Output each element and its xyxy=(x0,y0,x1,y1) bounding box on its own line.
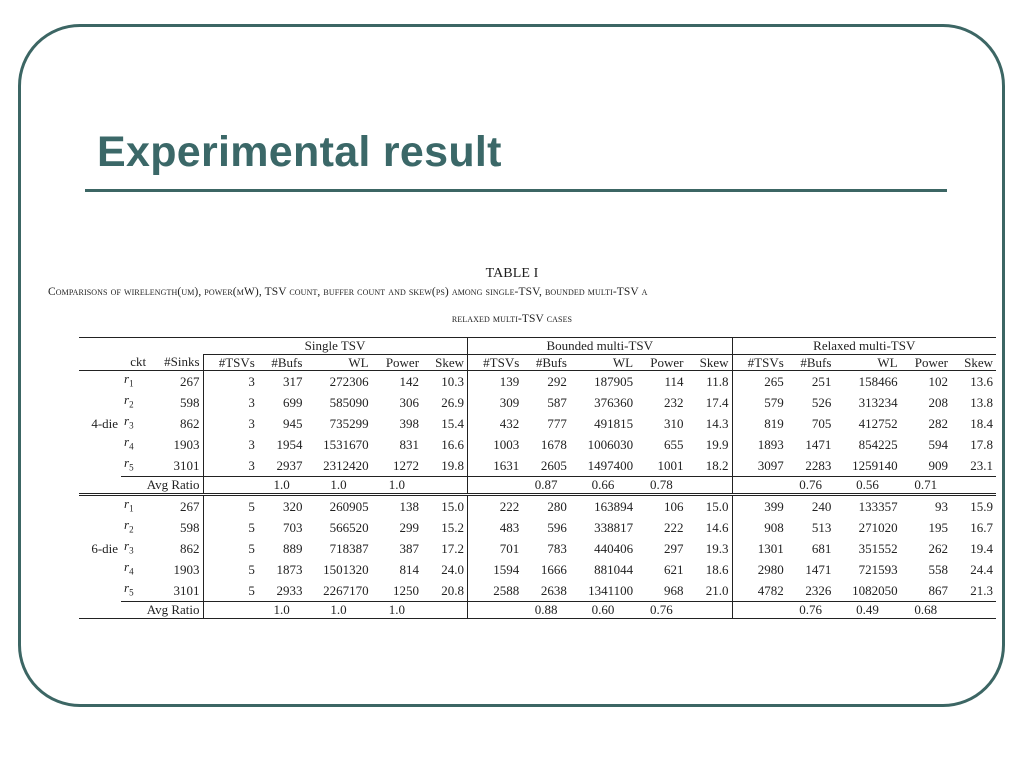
table-cell: 18.6 xyxy=(705,562,729,578)
table-cell: 282 xyxy=(928,415,948,431)
avg-ratio-cell: 1.0 xyxy=(305,602,371,619)
title-underline xyxy=(85,189,947,192)
table-cell: 814 xyxy=(399,562,420,578)
die-cell xyxy=(79,517,121,538)
table-cell: 15.2 xyxy=(441,519,465,535)
die-label: 4-die xyxy=(91,415,119,431)
table-cell: 262 xyxy=(928,540,948,556)
avg-ratio-cell xyxy=(951,602,996,619)
table-cell: 272306 xyxy=(329,373,369,389)
table-cell: 13.6 xyxy=(970,373,993,389)
table-row xyxy=(79,413,996,434)
column-header: WL xyxy=(305,354,371,371)
table-row xyxy=(79,517,996,538)
table-cell: 313234 xyxy=(858,394,898,410)
table-cell: 265 xyxy=(732,371,787,393)
table-cell: 1678 xyxy=(540,437,567,453)
avg-ratio-cell: 1.0 xyxy=(258,602,306,619)
table-cell: 306 xyxy=(399,394,420,410)
table-row xyxy=(79,538,996,559)
table-cell: 579 xyxy=(732,392,787,413)
table-caption-clip xyxy=(48,286,1008,306)
die-cell xyxy=(79,580,121,602)
table-cell: 15.9 xyxy=(951,494,996,517)
table-cell: 585090 xyxy=(329,394,369,410)
avg-ratio-cell xyxy=(732,477,787,495)
table-cell: 222 xyxy=(664,519,684,535)
avg-ratio-cell: 0.68 xyxy=(901,602,951,619)
ckt-cell xyxy=(121,559,149,580)
avg-ratio-cell: 0.76 xyxy=(787,602,835,619)
avg-ratio-cell xyxy=(422,602,467,619)
table-cell: 598 xyxy=(180,394,200,410)
table-cell: 398 xyxy=(399,415,420,431)
column-header: Power xyxy=(901,354,951,371)
column-header-row xyxy=(79,354,996,371)
table-cell: 195 xyxy=(928,519,948,535)
avg-spacer xyxy=(79,477,121,495)
table-cell: 703 xyxy=(282,519,303,535)
column-header: ckt xyxy=(121,354,149,371)
table-cell: 862 xyxy=(180,540,200,556)
table-cell: 2283 xyxy=(805,458,832,474)
header-die-spacer xyxy=(79,354,121,371)
table-cell: 232 xyxy=(664,394,684,410)
table-cell: 18.2 xyxy=(705,458,729,474)
table-cell: 432 xyxy=(468,413,523,434)
table-cell: 114 xyxy=(664,373,684,389)
column-header: WL xyxy=(570,354,636,371)
table-cell: 1006030 xyxy=(587,437,634,453)
avg-ratio-cell xyxy=(203,602,258,619)
avg-ratio-cell: 0.49 xyxy=(834,602,900,619)
table-cell: 3 xyxy=(203,434,258,455)
table-cell: 17.4 xyxy=(705,394,729,410)
table-cell: 621 xyxy=(664,562,684,578)
table-cell: 251 xyxy=(811,373,832,389)
table-cell: 968 xyxy=(664,583,684,599)
table-caption-line1 xyxy=(48,286,647,298)
table-cell: 1893 xyxy=(732,434,787,455)
avg-ratio-cell: 0.88 xyxy=(522,602,570,619)
group-single-tsv: Single TSV xyxy=(203,338,467,355)
avg-ratio-cell xyxy=(203,477,258,495)
table-cell: 1471 xyxy=(805,562,832,578)
ckt-name: r xyxy=(124,538,130,554)
table-cell: 5 xyxy=(203,559,258,580)
table-cell: 1082050 xyxy=(852,583,898,599)
ckt-cell xyxy=(121,494,149,517)
ckt-cell xyxy=(121,371,149,393)
table-cell: 701 xyxy=(468,538,523,559)
avg-ratio-cell: 0.76 xyxy=(636,602,686,619)
table-cell: 18.4 xyxy=(970,415,993,431)
table-cell: 2312420 xyxy=(323,458,369,474)
avg-ratio-cell: 0.76 xyxy=(787,477,835,495)
table-cell: 338817 xyxy=(594,519,634,535)
table-cell: 320 xyxy=(258,494,306,517)
table-row xyxy=(79,455,996,477)
table-cell: 1531670 xyxy=(323,437,369,453)
table-cell: 491815 xyxy=(594,415,634,431)
column-header: #Sinks xyxy=(149,354,203,371)
column-header: Power xyxy=(372,354,422,371)
table-cell: 1001 xyxy=(657,458,684,474)
table-cell: 854225 xyxy=(858,437,898,453)
table-cell: 317 xyxy=(282,373,303,389)
table-cell: 2267170 xyxy=(323,583,369,599)
table-cell: 1301 xyxy=(732,538,787,559)
table-cell: 945 xyxy=(282,415,303,431)
table-cell: 93 xyxy=(901,494,951,517)
table-cell: 187905 xyxy=(594,373,634,389)
table-cell: 681 xyxy=(811,540,832,556)
avg-ratio-cell: 0.60 xyxy=(570,602,636,619)
avg-ratio-cell: 1.0 xyxy=(305,477,371,495)
table-cell: 297 xyxy=(664,540,684,556)
table-cell: 15.0 xyxy=(422,494,467,517)
ckt-index: 4 xyxy=(129,566,134,577)
table-cell: 309 xyxy=(468,392,523,413)
table-cell: 106 xyxy=(636,494,686,517)
table-cell: 831 xyxy=(399,437,420,453)
table-cell: 3097 xyxy=(732,455,787,477)
table-cell: 24.4 xyxy=(970,562,993,578)
table-row xyxy=(79,434,996,455)
table-cell: 1873 xyxy=(276,562,303,578)
table-cell: 655 xyxy=(664,437,684,453)
table-cell: 10.3 xyxy=(441,373,465,389)
table-cell: 292 xyxy=(547,373,567,389)
column-header: #TSVs xyxy=(468,354,523,371)
table-cell: 1272 xyxy=(393,458,420,474)
table-cell: 3 xyxy=(203,392,258,413)
column-header: #TSVs xyxy=(732,354,787,371)
column-header: Power xyxy=(636,354,686,371)
die-cell xyxy=(79,434,121,455)
table-cell: 16.7 xyxy=(970,519,993,535)
table-cell: 21.0 xyxy=(705,583,729,599)
ckt-index: 1 xyxy=(129,378,134,389)
table-cell: 133357 xyxy=(834,494,900,517)
table-cell: 908 xyxy=(732,517,787,538)
ckt-name: r xyxy=(124,559,130,575)
table-cell: 718387 xyxy=(329,540,369,556)
table-cell: 558 xyxy=(928,562,948,578)
table-cell: 5 xyxy=(203,538,258,559)
table-cell: 587 xyxy=(547,394,567,410)
table-cell: 24.0 xyxy=(441,562,465,578)
column-header: #Bufs xyxy=(258,354,306,371)
ckt-index: 4 xyxy=(129,441,134,452)
ckt-name: r xyxy=(124,371,130,386)
table-cell: 526 xyxy=(811,394,832,410)
table-caption-line2 xyxy=(0,313,1024,325)
avg-ratio-cell: 0.78 xyxy=(636,477,686,495)
table-cell: 271020 xyxy=(858,519,898,535)
table-cell: 102 xyxy=(928,373,948,389)
ckt-name: r xyxy=(124,580,130,596)
ckt-name: r xyxy=(124,517,130,533)
table-cell: 699 xyxy=(282,394,303,410)
table-cell: 1903 xyxy=(173,562,200,578)
avg-ratio-cell: 0.56 xyxy=(834,477,900,495)
table-cell: 376360 xyxy=(594,394,634,410)
table-row xyxy=(79,392,996,413)
avg-ratio-row xyxy=(79,602,996,619)
table-cell: 280 xyxy=(522,494,570,517)
die-cell xyxy=(79,494,121,517)
table-cell: 17.8 xyxy=(970,437,993,453)
table-cell: 163894 xyxy=(570,494,636,517)
table-cell: 299 xyxy=(399,519,420,535)
table-cell: 19.9 xyxy=(705,437,729,453)
table-cell: 2937 xyxy=(276,458,303,474)
table-cell: 1666 xyxy=(540,562,567,578)
table-cell: 2326 xyxy=(805,583,832,599)
table-cell: 598 xyxy=(180,519,200,535)
column-header: #Bufs xyxy=(787,354,835,371)
avg-ratio-cell xyxy=(468,602,523,619)
die-cell xyxy=(79,392,121,413)
group-bounded-multi-tsv: Bounded multi-TSV xyxy=(468,338,732,355)
table-cell: 440406 xyxy=(594,540,634,556)
table-cell: 1341100 xyxy=(588,583,634,599)
table-cell: 1631 xyxy=(468,455,523,477)
group-header-row xyxy=(79,338,996,355)
group-relaxed-multi-tsv: Relaxed multi-TSV xyxy=(732,338,996,355)
table-cell: 15.0 xyxy=(687,494,732,517)
table-cell: 19.8 xyxy=(441,458,465,474)
table-cell: 1903 xyxy=(173,437,200,453)
table-cell: 310 xyxy=(664,415,684,431)
column-header: Skew xyxy=(422,354,467,371)
table-row xyxy=(79,559,996,580)
avg-ratio-cell: 0.66 xyxy=(570,477,636,495)
table-cell: 19.4 xyxy=(970,540,993,556)
table-label: TABLE I xyxy=(485,266,539,281)
table-cell: 11.8 xyxy=(706,373,729,389)
avg-ratio-cell: 0.71 xyxy=(901,477,951,495)
table-cell: 1594 xyxy=(468,559,523,580)
table-cell: 862 xyxy=(180,415,200,431)
ckt-index: 3 xyxy=(129,420,134,431)
table-cell: 139 xyxy=(468,371,523,393)
avg-ratio-cell xyxy=(468,477,523,495)
ckt-index: 2 xyxy=(129,399,134,410)
table-cell: 267 xyxy=(180,373,200,389)
group-spacer xyxy=(79,338,203,355)
table-caption-line1-text: Comparisons of wirelength(um), power(mW), TSV count, buffer count and skew(ps) among single-TSV, bounded multi-TSV a xyxy=(48,286,648,298)
table-cell: 594 xyxy=(928,437,948,453)
table-cell: 351552 xyxy=(858,540,898,556)
table-cell: 26.9 xyxy=(441,394,465,410)
column-header: Skew xyxy=(687,354,732,371)
table-cell: 158466 xyxy=(858,373,898,389)
slide-title: Experimental result xyxy=(97,128,502,176)
ckt-name: r xyxy=(124,413,130,429)
ckt-index: 5 xyxy=(129,462,134,473)
table-cell: 2605 xyxy=(540,458,567,474)
ckt-name: r xyxy=(124,455,130,471)
die-cell xyxy=(79,455,121,477)
table-cell: 819 xyxy=(732,413,787,434)
avg-ratio-label: Avg Ratio xyxy=(121,477,203,495)
table-cell: 889 xyxy=(282,540,303,556)
avg-ratio-cell xyxy=(687,477,732,495)
ckt-cell xyxy=(121,434,149,455)
table-cell: 2980 xyxy=(732,559,787,580)
table-cell: 2588 xyxy=(468,580,523,602)
table-cell: 260905 xyxy=(305,494,371,517)
table-cell: 1250 xyxy=(393,583,420,599)
avg-ratio-cell xyxy=(687,602,732,619)
table-row xyxy=(79,580,996,602)
ckt-cell xyxy=(121,517,149,538)
die-cell xyxy=(79,559,121,580)
avg-ratio-cell xyxy=(422,477,467,495)
table-cell: 4782 xyxy=(732,580,787,602)
table-cell: 208 xyxy=(928,394,948,410)
table-body xyxy=(79,371,996,619)
table-cell: 721593 xyxy=(858,562,898,578)
table-cell: 1497400 xyxy=(587,458,634,474)
table-cell: 15.4 xyxy=(441,415,465,431)
table-cell: 5 xyxy=(203,580,258,602)
table-cell: 566520 xyxy=(329,519,369,535)
table-cell: 1471 xyxy=(805,437,832,453)
ckt-name: r xyxy=(124,434,130,450)
table-cell: 17.2 xyxy=(441,540,465,556)
table-cell: 2933 xyxy=(276,583,303,599)
table-cell: 867 xyxy=(928,583,948,599)
table-cell: 142 xyxy=(399,373,420,389)
table-caption-line2-text: relaxed multi-TSV cases xyxy=(451,313,573,325)
table-cell: 19.3 xyxy=(705,540,729,556)
table-cell: 1003 xyxy=(468,434,523,455)
table-row xyxy=(79,371,996,393)
avg-ratio-cell: 1.0 xyxy=(258,477,306,495)
table-cell: 783 xyxy=(547,540,567,556)
results-table xyxy=(79,337,996,619)
column-header: Skew xyxy=(951,354,996,371)
ckt-index: 1 xyxy=(129,503,134,514)
ckt-index: 5 xyxy=(129,587,134,598)
table-cell: 399 xyxy=(732,494,787,517)
ckt-index: 2 xyxy=(129,524,134,535)
table-cell: 3101 xyxy=(173,458,200,474)
table-cell: 5 xyxy=(203,517,258,538)
table-cell: 3 xyxy=(203,371,258,393)
column-header: WL xyxy=(834,354,900,371)
ckt-cell xyxy=(121,392,149,413)
table-cell: 138 xyxy=(372,494,422,517)
table-row xyxy=(79,494,996,517)
table-cell: 2638 xyxy=(540,583,567,599)
ckt-cell xyxy=(121,413,149,434)
table-cell: 222 xyxy=(468,494,523,517)
ckt-name: r xyxy=(124,495,130,511)
table-cell: 20.8 xyxy=(441,583,465,599)
ckt-name: r xyxy=(124,392,130,408)
table-cell: 777 xyxy=(547,415,567,431)
avg-ratio-cell xyxy=(732,602,787,619)
table-cell: 735299 xyxy=(329,415,369,431)
table-cell: 13.8 xyxy=(970,394,993,410)
ckt-cell xyxy=(121,455,149,477)
avg-ratio-cell: 1.0 xyxy=(372,602,422,619)
table-cell: 483 xyxy=(468,517,523,538)
table-cell: 23.1 xyxy=(970,458,993,474)
avg-spacer xyxy=(79,602,121,619)
table-cell: 14.6 xyxy=(705,519,729,535)
table-cell: 240 xyxy=(787,494,835,517)
table-cell: 705 xyxy=(811,415,832,431)
table-cell: 387 xyxy=(399,540,420,556)
avg-ratio-cell: 0.87 xyxy=(522,477,570,495)
die-label: 6-die xyxy=(91,540,119,556)
table-cell: 21.3 xyxy=(970,583,993,599)
table-cell: 1954 xyxy=(276,437,303,453)
table-cell: 3 xyxy=(203,413,258,434)
table-cell: 1501320 xyxy=(323,562,369,578)
avg-ratio-row xyxy=(79,477,996,495)
avg-ratio-cell xyxy=(951,477,996,495)
die-cell xyxy=(79,371,121,393)
ckt-cell xyxy=(121,538,149,559)
ckt-cell xyxy=(121,580,149,602)
table-cell: 1259140 xyxy=(852,458,898,474)
table-cell: 513 xyxy=(811,519,832,535)
column-header: #Bufs xyxy=(522,354,570,371)
column-header: #TSVs xyxy=(203,354,258,371)
table-cell: 3101 xyxy=(173,583,200,599)
table-cell: 412752 xyxy=(858,415,898,431)
table-cell: 3 xyxy=(203,455,258,477)
table-cell: 881044 xyxy=(594,562,634,578)
table-cell: 267 xyxy=(149,494,203,517)
table-cell: 14.3 xyxy=(705,415,729,431)
avg-ratio-label: Avg Ratio xyxy=(121,602,203,619)
ckt-index: 3 xyxy=(129,545,134,556)
table-cell: 16.6 xyxy=(441,437,465,453)
avg-ratio-cell: 1.0 xyxy=(372,477,422,495)
table-cell: 5 xyxy=(203,494,258,517)
table-cell: 909 xyxy=(928,458,948,474)
table-cell: 596 xyxy=(547,519,567,535)
